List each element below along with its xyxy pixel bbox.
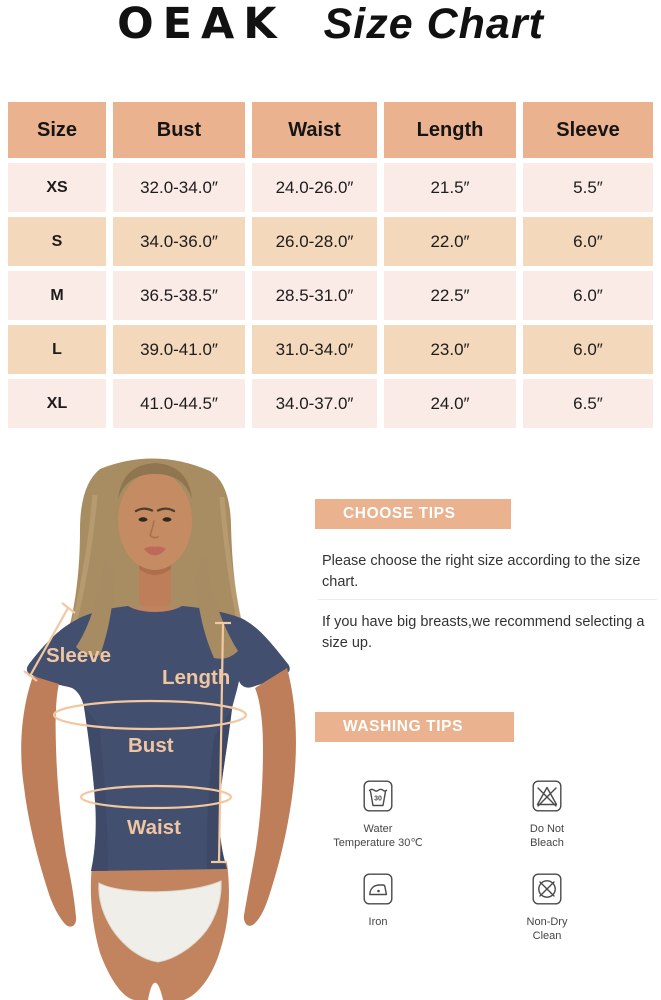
table-cell: 32.0-34.0″ [113,163,245,212]
table-cell: 34.0-37.0″ [252,379,377,428]
table-cell: 28.5-31.0″ [252,271,377,320]
table-cell: 31.0-34.0″ [252,325,377,374]
table-cell: 23.0″ [384,325,516,374]
model-measurement-diagram [0,455,320,1000]
col-header-waist: Waist [252,102,377,158]
washing-tip-label: Non-Dry Clean [526,916,568,943]
table-cell: XL [8,379,106,428]
washing-tip-do-not-bleach [472,780,622,851]
table-cell: 26.0-28.0″ [252,217,377,266]
table-cell: 6.0″ [523,271,653,320]
svg-text:30: 30 [374,795,382,803]
length-label: Length [162,666,231,689]
table-cell: XS [8,163,106,212]
table-cell: 39.0-41.0″ [113,325,245,374]
page-title [0,0,661,52]
table-cell: M [8,271,106,320]
table-cell: 36.5-38.5″ [113,271,245,320]
table-cell: 21.5″ [384,163,516,212]
page-heading: Size Chart [323,0,544,48]
table-cell: 5.5″ [523,163,653,212]
table-cell: 22.0″ [384,217,516,266]
col-header-bust: Bust [113,102,245,158]
iron-icon [363,873,393,905]
washing-tip-label: Iron [368,916,388,928]
col-header-length: Length [384,102,516,158]
eye [139,517,148,521]
non-dry-clean-icon [532,873,562,905]
col-header-sleeve: Sleeve [523,102,653,158]
size-table [8,102,653,428]
table-cell: 6.0″ [523,217,653,266]
choose-tip-2: If you have big breasts,we recommend selecting a size up. [322,614,645,651]
brand-logo-text: OEAK [117,0,286,49]
choose-tips-heading: CHOOSE TIPS [315,499,511,529]
table-cell: 6.0″ [523,325,653,374]
table-cell: 6.5″ [523,379,653,428]
washing-tip-label: Do Not Bleach [529,823,565,850]
do-not-bleach-icon [532,780,562,812]
bust-label: Bust [128,734,174,757]
table-cell: 34.0-36.0″ [113,217,245,266]
choose-tip-1: Please choose the right size according to the size chart. [322,553,641,590]
model-figure-illustration [0,455,320,1000]
washing-tips-heading: WASHING TIPS [315,712,514,742]
table-cell: 24.0-26.0″ [252,163,377,212]
waist-label: Waist [127,816,181,839]
washing-tip-non-dry-clean [472,873,622,944]
eye [163,517,172,521]
sleeve-label: Sleeve [46,644,111,667]
water-temperature-icon [363,780,393,812]
washing-tip-water-temperature [303,780,453,851]
table-cell: 24.0″ [384,379,516,428]
table-cell: 22.5″ [384,271,516,320]
table-cell: 41.0-44.5″ [113,379,245,428]
table-cell: S [8,217,106,266]
right-arm [244,668,296,926]
washing-tip-iron [303,873,453,929]
table-cell: L [8,325,106,374]
left-arm [21,676,76,927]
col-header-size: Size [8,102,106,158]
divider [318,599,657,600]
washing-tip-label: Water Temperature 30℃ [333,823,423,850]
